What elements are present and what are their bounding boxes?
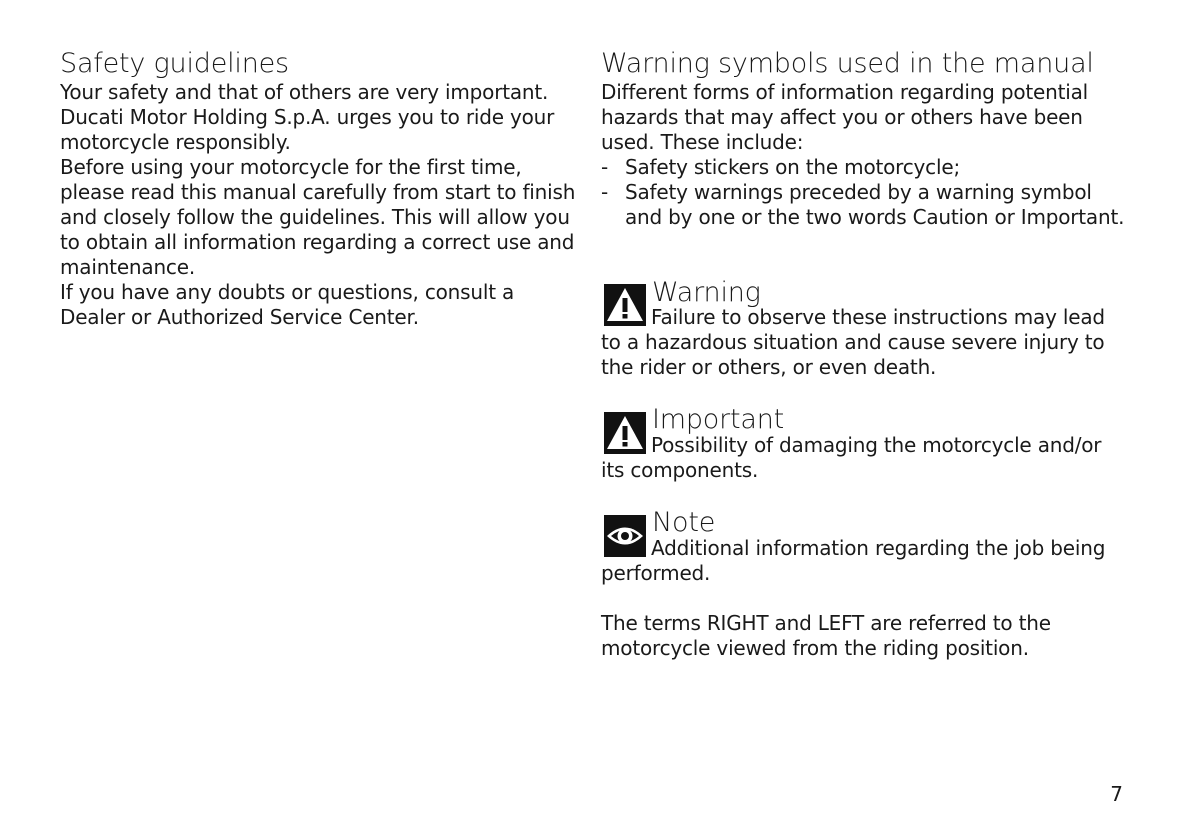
important-title: Important bbox=[652, 404, 785, 435]
warning-symbols-intro: Different forms of information regarding potential hazards that may affect you or others have been used. These include: bbox=[601, 80, 1088, 154]
safety-paragraph: If you have any doubts or questions, consult a Dealer or Authorized Service Center. bbox=[60, 280, 515, 329]
note-title: Note bbox=[652, 507, 716, 538]
eye-icon bbox=[604, 515, 646, 557]
warning-triangle-icon bbox=[604, 284, 646, 326]
list-item-text: Safety warnings preceded by a warning symbol and by one or the two words Caution or Important. bbox=[625, 180, 1125, 229]
list-item-text: Safety stickers on the motorcycle; bbox=[625, 155, 960, 179]
note-notice bbox=[601, 507, 1126, 586]
list-item bbox=[601, 155, 1126, 180]
safety-paragraph: Your safety and that of others are very important. Ducati Motor Holding S.p.A. urges you to ride your motorcycle responsibly. bbox=[60, 80, 555, 154]
warning-notice bbox=[601, 277, 1126, 380]
safety-paragraph: Before using your motorcycle for the first time, please read this manual carefully from start to finish and closely follow the guidelines. This will allow you to obtain all information regarding a correct use and maintenance. bbox=[60, 155, 576, 279]
warning-symbols-list bbox=[601, 155, 1126, 230]
note-text: Additional information regarding the job being performed. bbox=[601, 536, 1106, 585]
page-number: 7 bbox=[1110, 782, 1123, 806]
warning-symbols-title: Warning symbols used in the manual bbox=[601, 48, 1094, 79]
bullet-marker: - bbox=[601, 155, 609, 179]
warning-text: Failure to observe these instructions may lead to a hazardous situation and cause severe injury to the rider or others, or even death. bbox=[601, 305, 1105, 379]
important-notice bbox=[601, 404, 1126, 483]
bullet-marker: - bbox=[601, 180, 609, 204]
important-text: Possibility of damaging the motorcycle and/or its components. bbox=[601, 433, 1102, 482]
warning-symbols-section bbox=[601, 48, 1126, 230]
warning-title: Warning bbox=[652, 277, 761, 308]
warning-triangle-icon bbox=[604, 412, 646, 454]
safety-guidelines-title: Safety guidelines bbox=[60, 48, 289, 79]
list-item bbox=[601, 180, 1126, 230]
safety-guidelines-section bbox=[60, 48, 585, 330]
closing-paragraph: The terms RIGHT and LEFT are referred to the motorcycle viewed from the riding position. bbox=[601, 611, 1051, 660]
